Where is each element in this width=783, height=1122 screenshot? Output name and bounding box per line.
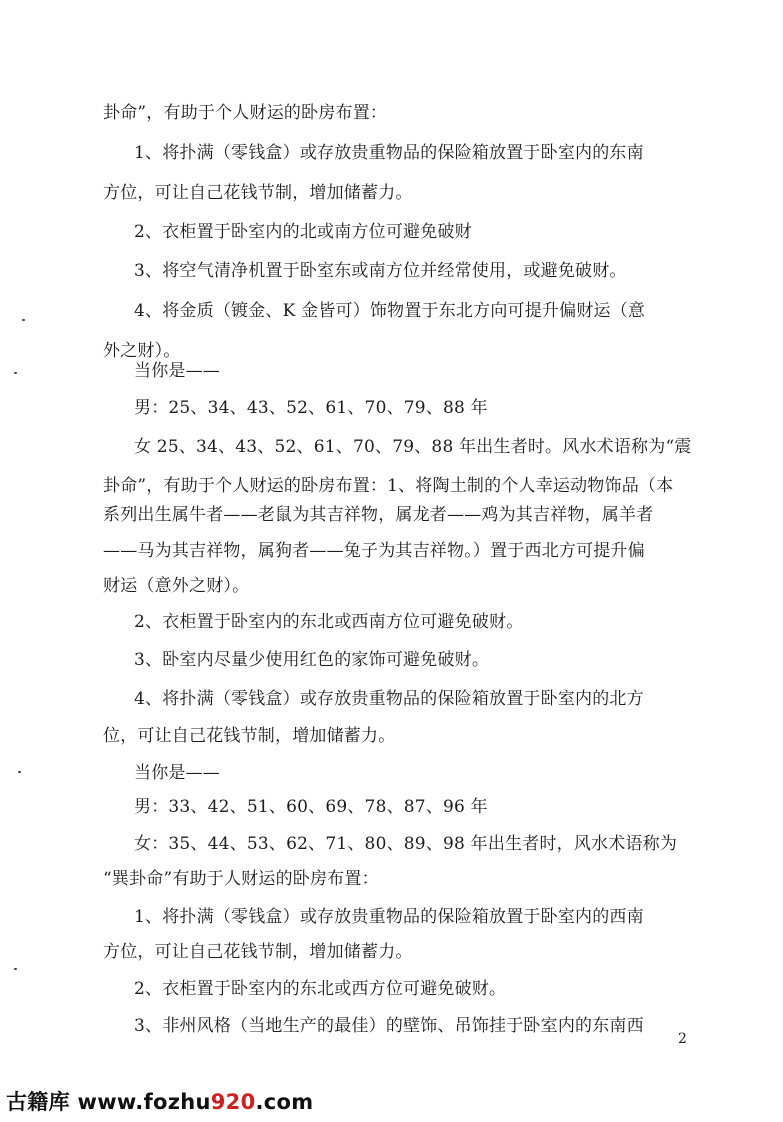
scan-speck xyxy=(18,771,21,773)
watermark-url-prefix: www.fozhu xyxy=(77,1090,211,1114)
watermark-site-name: 古籍库 xyxy=(6,1090,70,1114)
text-line: 外之财）。 xyxy=(103,341,181,361)
watermark-url-suffix: .com xyxy=(255,1090,314,1114)
text-line: 2、衣柜置于卧室内的东北或西南方位可避免破财。 xyxy=(134,612,524,632)
text-line: 方位，可让自己花钱节制，增加储蓄力。 xyxy=(103,942,413,962)
site-watermark xyxy=(6,1086,313,1116)
text-line: 1、将扑满（零钱盒）或存放贵重物品的保险箱放置于卧室内的西南 xyxy=(134,907,644,927)
text-line: “巽卦命”有助于人财运的卧房布置： xyxy=(103,869,379,889)
text-line: 女 25、34、43、52、61、70、79、88 年出生者时。风水术语称为“震 xyxy=(134,437,692,457)
text-line: ——马为其吉祥物，属狗者——兔子为其吉祥物。）置于西北方可提升偏 xyxy=(103,541,645,561)
scan-speck xyxy=(14,372,17,374)
text-line: 2、衣柜置于卧室内的东北或西方位可避免破财。 xyxy=(134,979,507,999)
text-line: 3、将空气清净机置于卧室东或南方位并经常使用，或避免破财。 xyxy=(134,261,627,281)
text-line: 位，可让自己花钱节制，增加储蓄力。 xyxy=(103,726,396,746)
text-line: 3、非州风格（当地生产的最佳）的壁饰、吊饰挂于卧室内的东南西 xyxy=(134,1016,644,1036)
text-line: 卦命”，有助于个人财运的卧房布置： xyxy=(103,103,388,123)
watermark-url-number: 920 xyxy=(210,1090,256,1114)
text-line: 财运（意外之财）。 xyxy=(103,576,250,596)
page-number: 2 xyxy=(678,1031,687,1047)
text-line: 1、将扑满（零钱盒）或存放贵重物品的保险箱放置于卧室内的东南 xyxy=(134,143,644,163)
text-line: 方位，可让自己花钱节制，增加储蓄力。 xyxy=(103,183,413,203)
text-line: 卦命”，有助于个人财运的卧房布置：1、将陶土制的个人幸运动物饰品（本 xyxy=(103,476,674,496)
text-line: 4、将扑满（零钱盒）或存放贵重物品的保险箱放置于卧室内的北方 xyxy=(134,689,644,709)
text-line: 当你是—— xyxy=(134,361,220,381)
text-line: 男：33、42、51、60、69、78、87、96 年 xyxy=(134,797,488,817)
text-line: 4、将金质（镀金、K 金皆可）饰物置于东北方向可提升偏财运（意 xyxy=(134,301,646,321)
text-line: 3、卧室内尽量少使用红色的家饰可避免破财。 xyxy=(134,650,490,670)
text-line: 当你是—— xyxy=(134,763,220,783)
text-line: 2、衣柜置于卧室内的北或南方位可避免破财 xyxy=(134,222,472,242)
scan-speck xyxy=(22,319,25,321)
text-line: 女：35、44、53、62、71、80、89、98 年出生者时，风水术语称为 xyxy=(134,834,678,854)
text-line: 系列出生属牛者——老鼠为其吉祥物，属龙者——鸡为其吉祥物，属羊者 xyxy=(103,505,654,525)
scan-speck xyxy=(14,968,17,970)
text-line: 男：25、34、43、52、61、70、79、88 年 xyxy=(134,398,488,418)
